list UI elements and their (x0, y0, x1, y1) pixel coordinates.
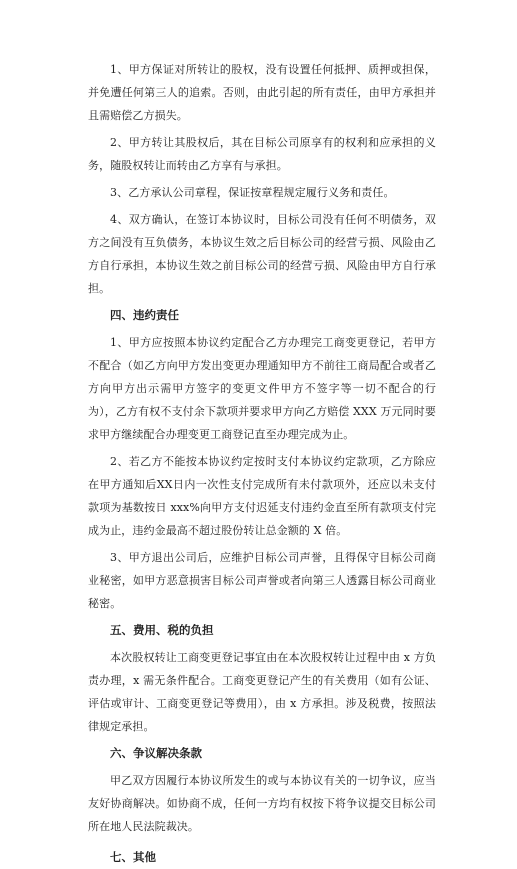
clause-6-body: 甲乙双方因履行本协议所发生的或与本协议有关的一切争议，应当友好协商解决。如协商不成，任何一方均有权按下将争议提交目标公司所在地人民法院裁决。 (88, 774, 436, 833)
section-heading-breach: 四、违约责任 (110, 308, 179, 322)
clause-3-item-3: 3、乙方承认公司章程，保证按章程规定履行义务和责任。 (110, 186, 395, 199)
clause-3-item-2: 2、甲方转让其股权后，其在目标公司原享有的权利和应承担的义务，随股权转让而转由乙方享有与承担。 (88, 136, 436, 172)
section-heading-dispute: 六、争议解决条款 (110, 746, 202, 760)
clause-4-item-2: 2、若乙方不能按本协议约定按时支付本协议约定款项，乙方除应在甲方通知后XX日内一次性支付完成所有未付款项外，还应以未支付款项为基数按日 xxx%向甲方支付迟延支付违约金直至所有款项支付完成为止，违约金最高不超过股份转让总金额的 X 倍。 (88, 455, 436, 537)
clause-3-item-4: 4、双方确认，在签订本协议时，目标公司没有任何不明债务，双方之间没有互负债务，本协议生效之后目标公司的经营亏损、风险由乙方自行承担，本协议生效之前目标公司的经营亏损、风险由甲方自行承担。 (88, 213, 436, 295)
section-heading-fees: 五、费用、税的负担 (110, 623, 214, 637)
clause-4-item-1: 1、甲方应按照本协议约定配合乙方办理完工商变更登记，若甲方不配合（如乙方向甲方发出变更办理通知甲方不前往工商局配合或者乙方向甲方出示需甲方签字的变更文件甲方不签字等一切不配合的行为），乙方有权不支付余下款项并要求甲方向乙方赔偿 XXX 万元同时要求甲方继续配合办理变更工商登记直至办理完成为止。 (88, 336, 436, 441)
clause-3-item-1: 1、甲方保证对所转让的股权，没有设置任何抵押、质押或担保，并免遭任何第三人的追索。否则，由此引起的所有责任，由甲方承担并且需赔偿乙方损失。 (88, 63, 436, 122)
clause-4-item-3: 3、甲方退出公司后，应维护目标公司声誉，且得保守目标公司商业秘密，如甲方恶意损害目标公司声誉或者向第三人透露目标公司商业秘密。 (88, 551, 436, 610)
section-heading-other: 七、其他 (110, 850, 156, 864)
document-body (88, 58, 436, 869)
clause-5-body: 本次股权转让工商变更登记事宜由在本次股权转让过程中由 x 方负责办理，x 需无条件配合。工商变更登记产生的有关费用（如有公证、评估或审计、工商变更登记等费用），由 x 方承担。涉及税费，按照法律规定承担。 (88, 651, 436, 733)
